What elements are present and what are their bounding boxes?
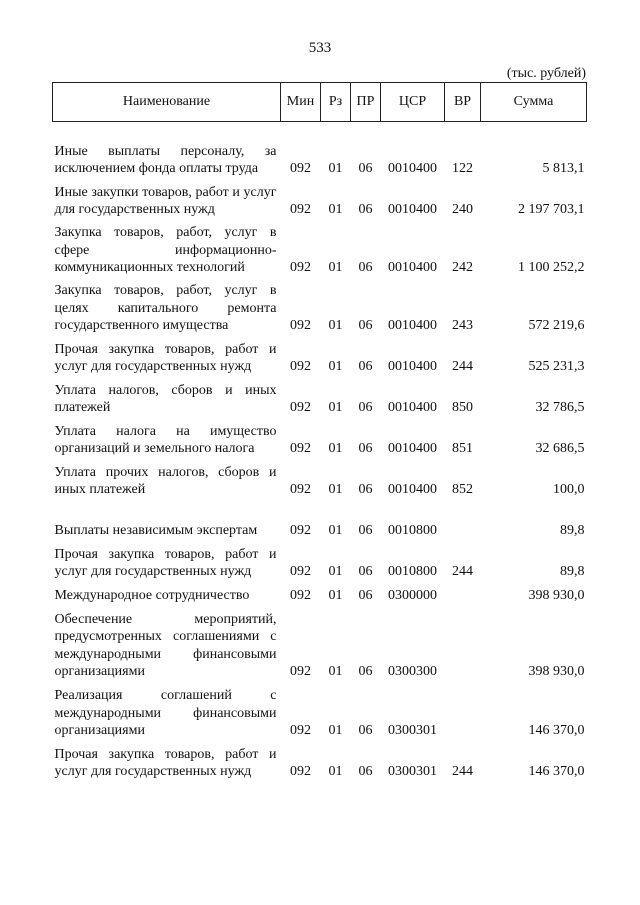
row-name: Иные выплаты персоналу, за исключением фонда оплаты труда [54, 143, 277, 176]
row-pr: 06 [358, 318, 373, 333]
row-pr: 06 [358, 400, 373, 415]
row-min: 092 [290, 400, 311, 415]
row-csr: 0010400 [388, 400, 437, 415]
table-row [53, 744, 587, 785]
row-name: Выплаты независимым экспертам [54, 523, 258, 538]
row-rz: 01 [328, 588, 343, 603]
table-row [53, 223, 587, 281]
row-pr: 06 [358, 664, 373, 679]
row-min: 092 [290, 161, 311, 176]
row-pr: 06 [358, 161, 373, 176]
row-min: 092 [290, 202, 311, 217]
row-csr: 0010400 [388, 482, 437, 497]
row-min: 092 [290, 588, 311, 603]
row-name: Уплата прочих налогов, сборов и иных платежей [54, 464, 277, 497]
row-pr: 06 [358, 764, 373, 779]
row-pr: 06 [358, 564, 373, 579]
table-row [53, 685, 587, 744]
row-min: 092 [290, 664, 311, 679]
row-sum: 525 231,3 [528, 359, 585, 374]
row-vr: 851 [452, 441, 473, 456]
table-row [53, 122, 587, 182]
row-rz: 01 [328, 441, 343, 456]
row-name: Иные закупки товаров, работ и услуг для государственных нужд [54, 184, 277, 217]
row-name: Закупка товаров, работ, услуг в целях капитального ремонта государственного имущества [54, 283, 277, 333]
row-pr: 06 [358, 260, 373, 275]
row-rz: 01 [328, 664, 343, 679]
row-name: Прочая закупка товаров, работ и услуг для государственных нужд [54, 746, 277, 779]
row-min: 092 [290, 764, 311, 779]
row-sum: 32 786,5 [535, 400, 585, 415]
row-pr: 06 [358, 523, 373, 538]
row-sum: 32 686,5 [535, 441, 585, 456]
row-sum: 146 370,0 [528, 723, 585, 738]
row-sum: 398 930,0 [528, 588, 585, 603]
row-sum: 1 100 252,2 [518, 260, 585, 275]
row-name: Обеспечение мероприятий, предусмотренных соглашениями с международными финансовыми организациями [54, 611, 277, 679]
header-csr: ЦСР [381, 83, 445, 122]
header-min: Мин [281, 83, 321, 122]
row-sum: 398 930,0 [528, 664, 585, 679]
row-sum: 5 813,1 [542, 161, 585, 176]
row-sum: 89,8 [560, 523, 585, 538]
row-csr: 0010400 [388, 202, 437, 217]
row-rz: 01 [328, 318, 343, 333]
row-min: 092 [290, 260, 311, 275]
row-csr: 0010800 [388, 523, 437, 538]
table-row [53, 544, 587, 585]
row-min: 092 [290, 318, 311, 333]
table-body [53, 122, 587, 785]
budget-table [52, 82, 587, 785]
row-min: 092 [290, 723, 311, 738]
row-rz: 01 [328, 764, 343, 779]
row-sum: 2 197 703,1 [518, 202, 585, 217]
row-rz: 01 [328, 359, 343, 374]
table-row [53, 585, 587, 609]
row-name: Реализация соглашений с международными финансовыми организациями [54, 688, 277, 738]
header-rz: Рз [321, 83, 351, 122]
row-vr: 244 [452, 359, 473, 374]
row-csr: 0010400 [388, 359, 437, 374]
row-pr: 06 [358, 482, 373, 497]
row-vr: 242 [452, 260, 473, 275]
row-rz: 01 [328, 202, 343, 217]
row-csr: 0300300 [388, 664, 437, 679]
row-min: 092 [290, 523, 311, 538]
row-rz: 01 [328, 260, 343, 275]
table-row [53, 281, 587, 339]
row-name: Уплата налога на имущество организаций и земельного налога [54, 423, 277, 456]
row-csr: 0010400 [388, 161, 437, 176]
units-label: (тыс. рублей) [506, 66, 586, 81]
row-name: Прочая закупка товаров, работ и услуг для государственных нужд [54, 341, 277, 374]
table-row [53, 182, 587, 223]
row-name: Уплата налогов, сборов и иных платежей [54, 382, 277, 415]
table-header-row [53, 83, 587, 122]
row-sum: 572 219,6 [528, 318, 585, 333]
row-min: 092 [290, 482, 311, 497]
row-pr: 06 [358, 441, 373, 456]
row-vr: 850 [452, 400, 473, 415]
row-min: 092 [290, 359, 311, 374]
row-vr: 243 [452, 318, 473, 333]
row-csr: 0300301 [388, 764, 437, 779]
row-rz: 01 [328, 161, 343, 176]
row-name: Закупка товаров, работ, услуг в сфере информационно-коммуникационных технологий [54, 225, 277, 275]
table-row [53, 609, 587, 685]
table-row [53, 380, 587, 421]
row-name: Прочая закупка товаров, работ и услуг для государственных нужд [54, 546, 277, 579]
row-pr: 06 [358, 359, 373, 374]
row-rz: 01 [328, 482, 343, 497]
row-csr: 0010400 [388, 441, 437, 456]
row-pr: 06 [358, 723, 373, 738]
row-csr: 0010400 [388, 260, 437, 275]
row-pr: 06 [358, 202, 373, 217]
row-vr: 240 [452, 202, 473, 217]
row-min: 092 [290, 564, 311, 579]
row-pr: 06 [358, 588, 373, 603]
row-csr: 0300301 [388, 723, 437, 738]
row-csr: 0010400 [388, 318, 437, 333]
row-sum: 89,8 [560, 564, 585, 579]
row-sum: 146 370,0 [528, 764, 585, 779]
table-row [53, 503, 587, 544]
row-vr [445, 609, 481, 685]
row-name: Международное сотрудничество [54, 588, 250, 603]
header-sum: Сумма [481, 83, 587, 122]
row-vr [445, 585, 481, 609]
row-vr: 244 [452, 764, 473, 779]
row-rz: 01 [328, 523, 343, 538]
page-number: 533 [308, 40, 332, 56]
row-vr [445, 503, 481, 544]
row-csr: 0300000 [388, 588, 437, 603]
row-vr: 852 [452, 482, 473, 497]
table-row [53, 339, 587, 380]
row-csr: 0010800 [388, 564, 437, 579]
row-min: 092 [290, 441, 311, 456]
table-row [53, 421, 587, 462]
row-vr: 122 [452, 161, 473, 176]
row-vr: 244 [452, 564, 473, 579]
header-name: Наименование [53, 83, 281, 122]
row-rz: 01 [328, 400, 343, 415]
header-pr: ПР [351, 83, 381, 122]
row-sum: 100,0 [553, 482, 585, 497]
table-row [53, 462, 587, 503]
row-rz: 01 [328, 723, 343, 738]
row-rz: 01 [328, 564, 343, 579]
header-vr: ВР [445, 83, 481, 122]
row-vr [445, 685, 481, 744]
